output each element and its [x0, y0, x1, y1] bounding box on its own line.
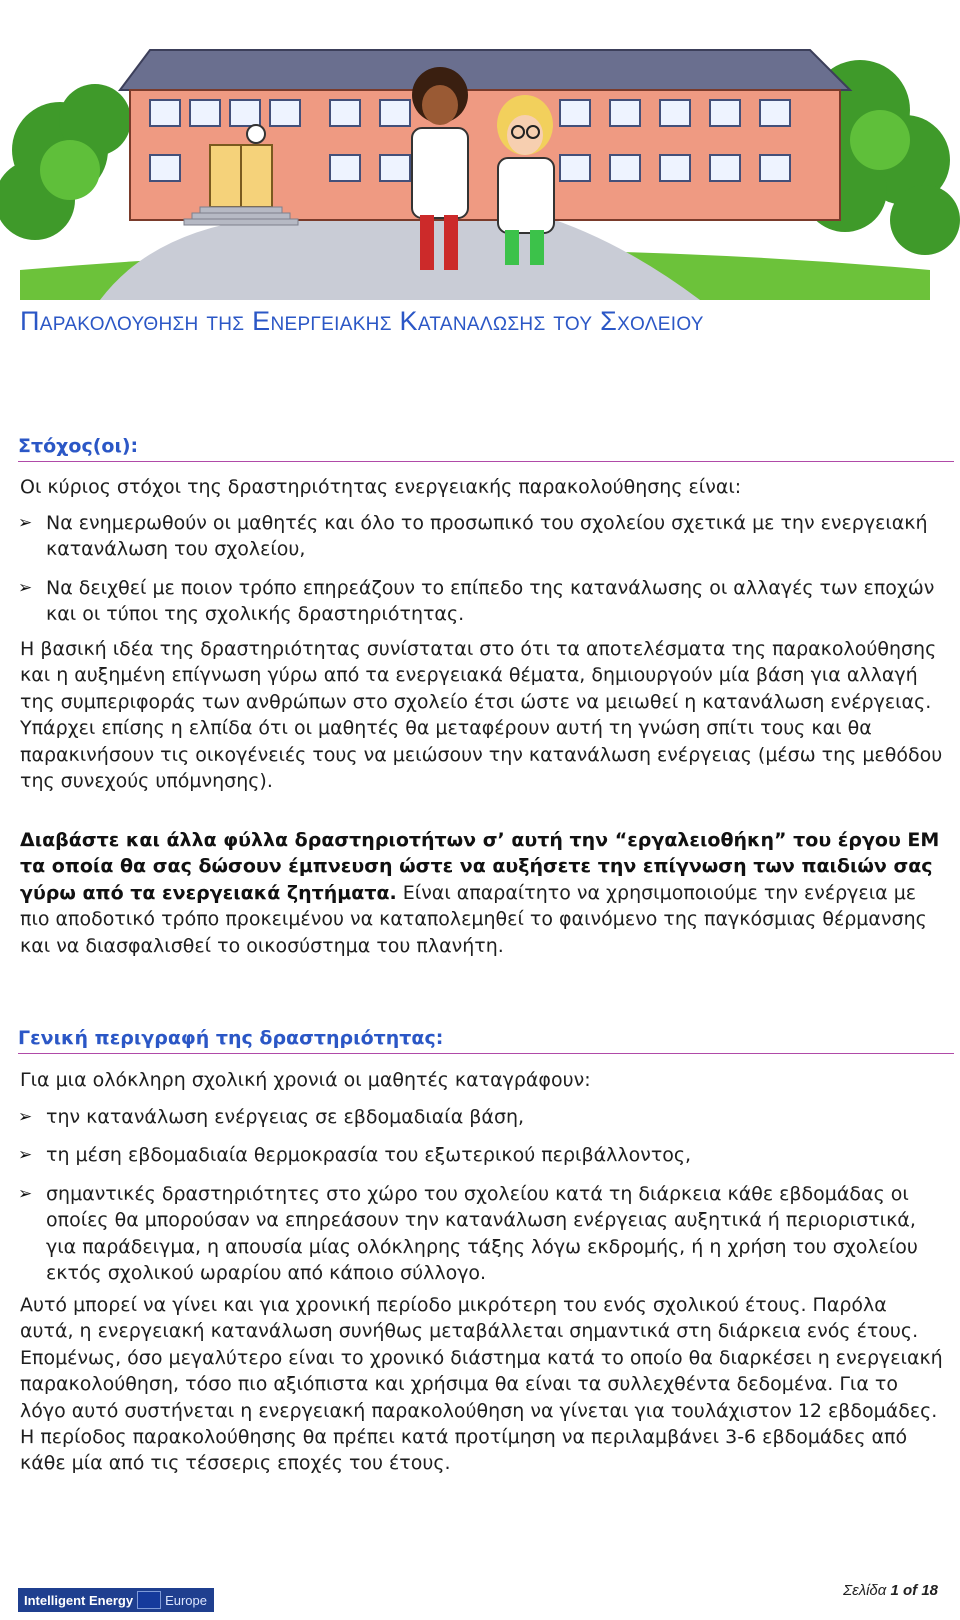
description-heading: [18, 1025, 954, 1054]
description-heading-text: Γενική περιγραφή της δραστηριότητας:: [18, 1027, 444, 1049]
page-number: Σελίδα 1 of 18: [843, 1582, 938, 1599]
objectives-bullet-list: [18, 510, 948, 640]
bullet-arrow-icon: ➢: [18, 1145, 33, 1166]
page-title: Παρακολουθηση της Ενεργειακης Καταναλωσης του Σχολειου: [20, 306, 704, 336]
objectives-heading-text: Στόχος(οι):: [18, 435, 139, 457]
list-item: ➢ Να ενημερωθούν οι μαθητές και όλο το προσωπικό του σχολείου σχετικά με την ενεργειακή κατανάλωση του σχολείου,: [18, 512, 928, 561]
intelligent-energy-europe-logo: [18, 1588, 214, 1612]
logo-text-primary: Intelligent Energy: [24, 1592, 134, 1608]
bullet-arrow-icon: ➢: [18, 1183, 33, 1204]
description-paragraph: Αυτό μπορεί να γίνει και για χρονική περίοδο μικρότερη του ενός σχολικού έτους. Παρόλα αυτά, η ενεργειακή κατανάλωση συνήθως μεταβάλλεται σημαντικά στη διάρκεια ενός έτους. Επομένως, όσο μεγαλύτερο είναι το χρονικό διάστημα κατά το οποίο θα διαρκέσει η ενεργειακή παρακολούθηση, τόσο πιο αξιόπιστα και χρήσιμα θα είναι τα συλλεχθέντα δεδομένα. Για το λόγο αυτό συστήνεται η ενεργειακή παρακολούθηση να γίνεται για τουλάχιστον 12 εβδομάδες. Η περίοδος παρακολούθησης θα πρέπει κατά προτίμηση να περιλαμβάνει 3-6 εβδομάδες από κάθε μία από τις τέσσερις εποχές του έτους.: [20, 1294, 943, 1475]
note-continuation: Είναι απαραίτητο να χρησιμοποιούμε την ενέργεια με πιο αποδοτικό τρόπο προκειμένου να καταπολεμηθεί το φαινόμενο της παγκόσμιας θέρμανσης και να διασφαλισθεί το οικοσύστημα του πλανήτη.: [20, 881, 927, 957]
total-pages: 18: [921, 1582, 938, 1599]
eu-flag-icon: [137, 1591, 161, 1609]
school-building-illustration: [0, 0, 960, 300]
description-bullet-list: [18, 1104, 948, 1298]
bullet-arrow-icon: ➢: [18, 1107, 33, 1127]
bullet-arrow-icon: ➢: [18, 513, 33, 533]
list-item: ➢ τη μέση εβδομαδιαία θερμοκρασία του εξωτερικού περιβάλλοντος,: [18, 1142, 948, 1168]
objectives-paragraph: Η βασική ιδέα της δραστηριότητας συνίσταται στο ότι τα αποτελέσματα της παρακολούθησης και η αυξημένη επίγνωση γύρω από τα ενεργειακά θέματα, δημιουργούν μία βάση για αλλαγή της συμπεριφοράς των ανθρώπων στο σχολείο έτσι ώστε να μειωθεί η κατανάλωση ενέργειας. Υπάρχει επίσης η ελπίδα ότι οι μαθητές θα μεταφέρουν αυτή τη γνώση σπίτι τους και θα παρακινήσουν τις οικογένειές τους να μειώσουν την κατανάλωση ενέργειας (μέσω της μεθόδου της συνεχούς υπόμνησης).: [20, 638, 943, 793]
logo-text-secondary: Europe: [165, 1592, 207, 1608]
list-item: ➢ σημαντικές δραστηριότητες στο χώρο του σχολείου κατά τη διάρκεια κάθε εβδομάδας οι οποίες θα μπορούσαν να επηρεάσουν την κατανάλωση ενέργειας αυξητικά ή περιοριστικά, για παράδειγμα, η απουσία μίας ολόκληρης τάξης λόγω εκδρομής, ή η χρήση του σχολείου εκτός σχολικού ωραρίου από κάποιο σύλλογο.: [18, 1182, 918, 1285]
objectives-note: [20, 827, 945, 959]
list-item: ➢ Να δειχθεί με ποιον τρόπο επηρεάζουν το επίπεδο της κατανάλωσης οι αλλαγές των εποχών και οι τύποι της σχολικής δραστηριότητας.: [18, 576, 935, 626]
bullet-arrow-icon: ➢: [18, 577, 33, 598]
current-page: 1: [890, 1582, 899, 1599]
objectives-heading: [18, 433, 954, 462]
description-intro: Για μια ολόκληρη σχολική χρονιά οι μαθητές καταγράφουν:: [20, 1069, 591, 1091]
bold-callout: Διαβάστε και άλλα φύλλα δραστηριοτήτων σ’ αυτή την “εργαλειοθήκη” του έργου ΕΜ τα οποία θα σας δώσουν έμπνευση ώστε να αυξήσετε την επίγνωση των παιδιών σας γύρω από τα ενεργειακά ζητήματα.: [20, 829, 940, 904]
list-item: ➢ την κατανάλωση ενέργειας σε εβδομαδιαία βάση,: [18, 1104, 948, 1130]
objectives-intro: Οι κύριος στόχοι της δραστηριότητας ενεργειακής παρακολούθησης είναι:: [20, 476, 742, 498]
